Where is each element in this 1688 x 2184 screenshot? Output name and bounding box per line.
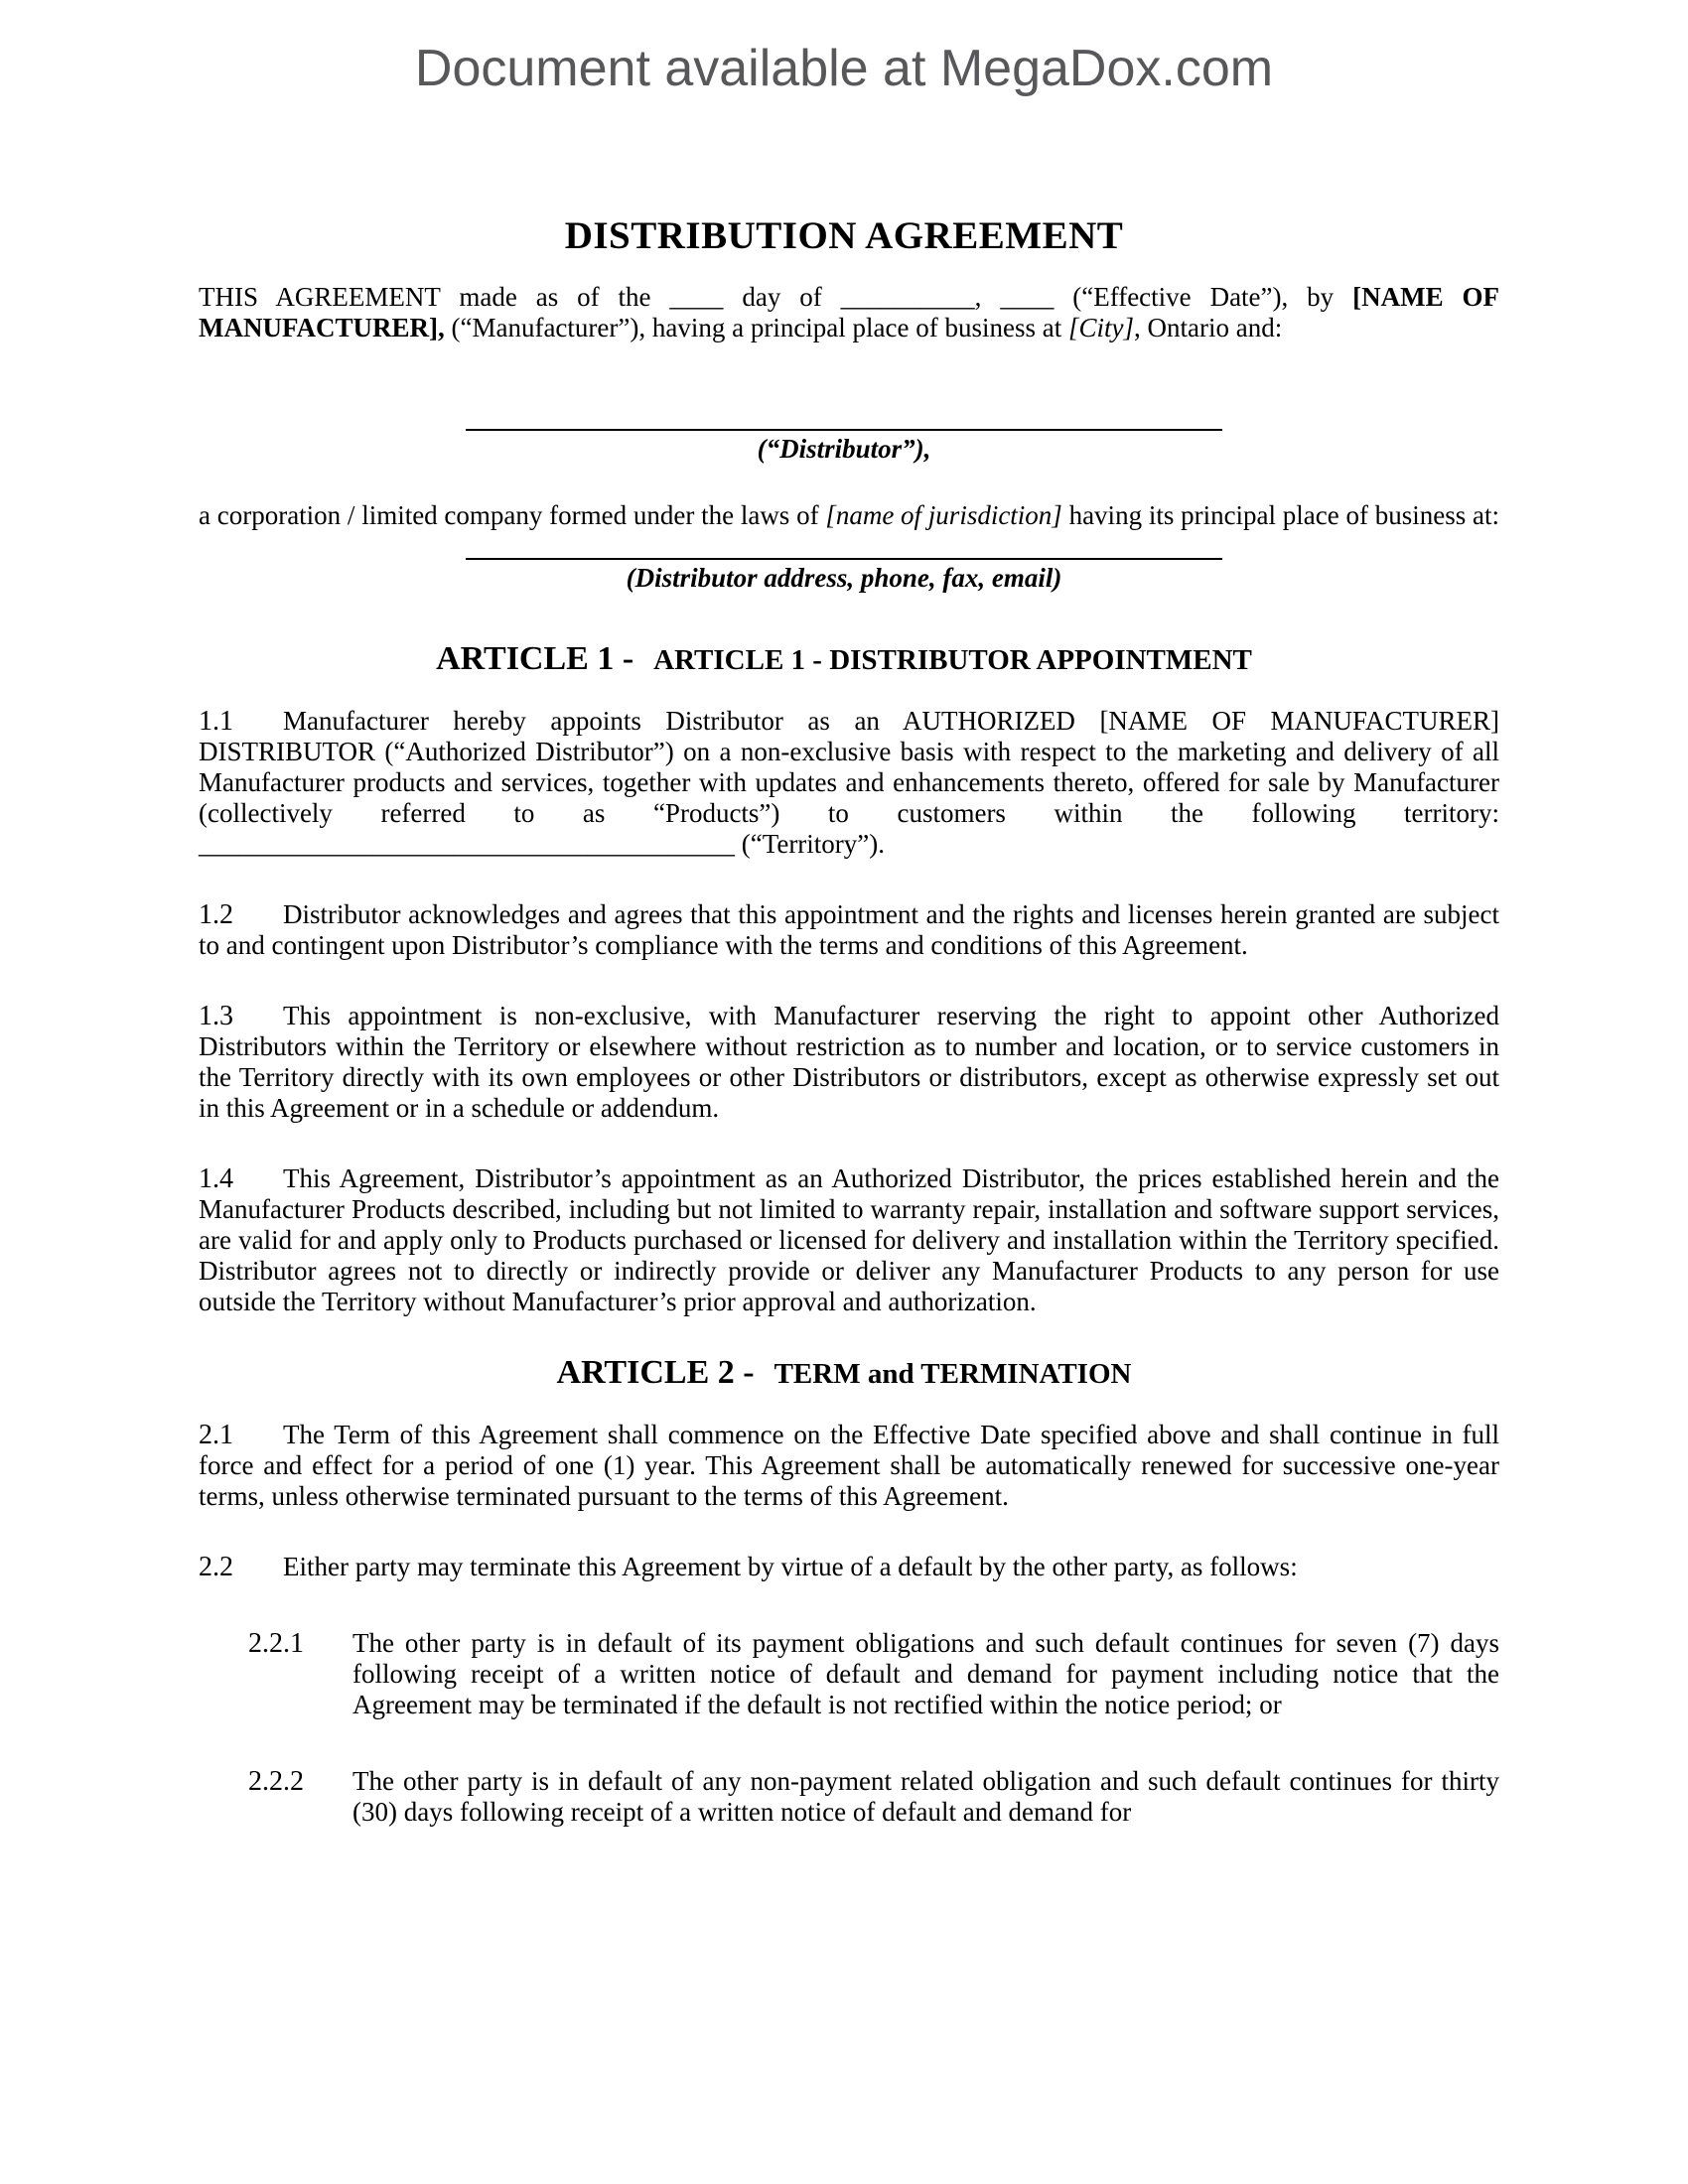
section-1-3: [199, 1001, 1499, 1124]
article-1-label: ARTICLE 1 -: [436, 640, 634, 677]
section-2-2-2-text: The other party is in default of any non-payment related obligation and such default continues for thirty (30) days following receipt of a written notice of default and demand for: [352, 1766, 1499, 1827]
section-2-2-text: Either party may terminate this Agreement by virtue of a default by the other party, as follows:: [283, 1552, 1298, 1581]
article-2-title: TERM and TERMINATION: [774, 1358, 1132, 1390]
distributor-address-blank-line: [466, 558, 1222, 560]
city-placeholder: [City]: [1067, 313, 1134, 342]
section-1-4-text: This Agreement, Distributor’s appointment as an Authorized Distributor, the prices established herein and the Manufacturer Products described, including but not limited to warranty repair, installation and software support services, are valid for and apply only to Products purchased or licensed for delivery and installation within the Territory specified. Distributor agrees not to directly or indirectly provide or deliver any Manufacturer Products to any person for use outside the Territory without Manufacturer’s prior approval and authorization.: [199, 1163, 1499, 1316]
section-2-2-1-text: The other party is in default of its payment obligations and such default continues for seven (7) days following receipt of a written notice of default and demand for payment including notice that the Agreement may be terminated if the default is not rectified within the notice period; or: [352, 1628, 1499, 1719]
corporation-paragraph: [199, 500, 1499, 531]
article-1-heading: [0, 639, 1688, 680]
section-1-2: [199, 899, 1499, 961]
intro-text-pre: THIS AGREEMENT made as of the ____ day of __________, ____ (“Effective Date”), by: [199, 282, 1353, 312]
section-1-2-number: 1.2: [199, 899, 233, 930]
corporation-text-post: having its principal place of business at:: [1061, 500, 1499, 530]
section-2-2-number: 2.2: [199, 1552, 233, 1582]
section-1-2-text: Distributor acknowledges and agrees that this appointment and the rights and licenses herein granted are subject to and contingent upon Distributor’s compliance with the terms and conditions of this Agreement.: [199, 899, 1499, 960]
section-1-1: [199, 706, 1499, 860]
article-1-title: ARTICLE 1 - DISTRIBUTOR APPOINTMENT: [653, 644, 1252, 676]
section-2-1-number: 2.1: [199, 1420, 233, 1450]
article-2-heading: [0, 1353, 1688, 1394]
intro-text-post: , Ontario and:: [1134, 313, 1283, 342]
corporation-text-pre: a corporation / limited company formed under the laws of: [199, 500, 826, 530]
document-title: DISTRIBUTION AGREEMENT: [564, 214, 1124, 257]
manufacturer-name-placeholder: [NAME OF MANUFACTURER],: [199, 282, 1500, 342]
section-1-1-number: 1.1: [199, 706, 233, 737]
section-2-1: [199, 1420, 1499, 1512]
distributor-name-blank-line: [466, 429, 1222, 431]
section-2-2-1: [248, 1628, 1499, 1720]
article-2-label: ARTICLE 2 -: [556, 1354, 755, 1391]
distributor-caption: (“Distributor”),: [757, 434, 931, 464]
section-1-3-text: This appointment is non-exclusive, with Manufacturer reserving the right to appoint other Authorized Distributors within the Territory or elsewhere without restriction as to number and location, or to service customers in the Territory directly with its own employees or other Distributors or distributors, except as otherwise expressly set out in this Agreement or in a schedule or addendum.: [199, 1001, 1499, 1123]
section-2-1-text: The Term of this Agreement shall commence on the Effective Date specified above and shall continue in full force and effect for a period of one (1) year. This Agreement shall be automatically renewed for successive one-year terms, unless otherwise terminated pursuant to the terms of this Agreement.: [199, 1420, 1499, 1511]
section-2-2-2: [248, 1766, 1499, 1828]
section-1-3-number: 1.3: [199, 1001, 233, 1031]
section-2-2: [199, 1552, 1499, 1582]
section-1-4-number: 1.4: [199, 1163, 233, 1194]
jurisdiction-placeholder: [name of jurisdiction]: [825, 500, 1062, 530]
watermark-text: Document available at MegaDox.com: [414, 40, 1274, 97]
intro-text-mid: (“Manufacturer”), having a principal place of business at: [444, 313, 1068, 342]
section-1-4: [199, 1163, 1499, 1317]
section-1-1-text: Manufacturer hereby appoints Distributor as an AUTHORIZED [NAME OF MANUFACTURER] DISTRIBUTOR (“Authorized Distributor”) on a non-exclusive basis with respect to the marketing and delivery of all Manufacturer products and services, together with updates and enhancements thereto, offered for sale by Manufacturer (collectively referred to as “Products”) to customers within the following territory: ________________________________________ (“Territory”).: [199, 706, 1499, 859]
section-2-2-1-number: 2.2.1: [248, 1628, 304, 1659]
distributor-address-caption: (Distributor address, phone, fax, email): [626, 563, 1062, 593]
section-2-2-2-number: 2.2.2: [248, 1766, 304, 1797]
intro-paragraph: [199, 282, 1499, 343]
